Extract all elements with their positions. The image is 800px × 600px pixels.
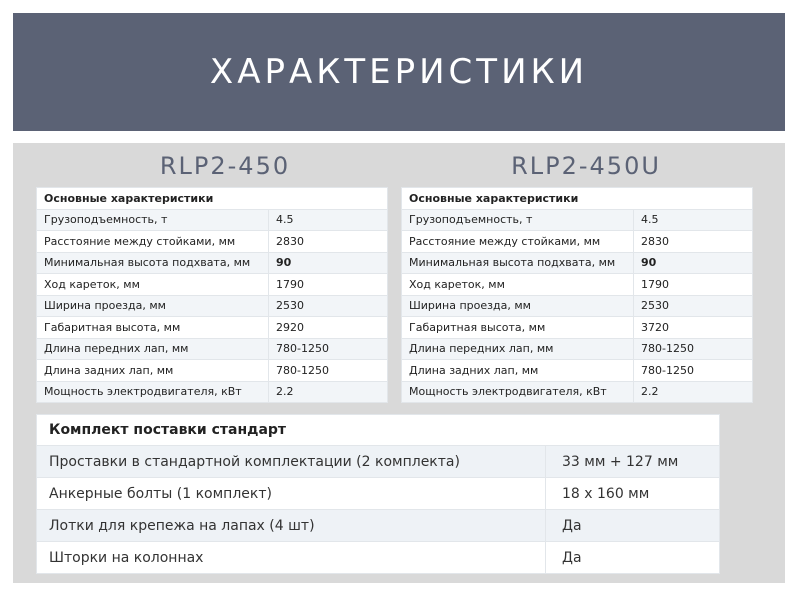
spec-value: 1790	[634, 274, 753, 296]
kit-label: Проставки в стандартной комплектации (2 комплекта)	[37, 446, 546, 478]
kit-value: Да	[546, 510, 720, 542]
spec-label: Ход кареток, мм	[402, 274, 634, 296]
spec-table-header	[37, 188, 388, 210]
spec-label: Мощность электродвигателя, кВт	[37, 381, 269, 403]
table-row	[37, 274, 388, 296]
spec-label: Мощность электродвигателя, кВт	[402, 381, 634, 403]
spec-table-header	[402, 188, 753, 210]
model-title-right: RLP2-450U	[511, 152, 661, 180]
spec-label: Длина задних лап, мм	[402, 360, 634, 382]
spec-value: 780-1250	[634, 360, 753, 382]
table-row	[402, 209, 753, 231]
table-row	[402, 360, 753, 382]
spec-header-cell: Основные характеристики	[402, 188, 753, 210]
kit-table-header	[37, 415, 720, 446]
spec-label: Минимальная высота подхвата, мм	[402, 252, 634, 274]
table-row	[37, 252, 388, 274]
table-row	[37, 295, 388, 317]
spec-value: 4.5	[634, 209, 753, 231]
table-row	[402, 274, 753, 296]
spec-label: Расстояние между стойками, мм	[402, 231, 634, 253]
table-row	[37, 209, 388, 231]
table-row	[37, 542, 720, 574]
kit-header-cell: Комплект поставки стандарт	[37, 415, 720, 446]
spec-table-left	[36, 187, 388, 403]
spec-label: Габаритная высота, мм	[37, 317, 269, 339]
kit-label: Шторки на колоннах	[37, 542, 546, 574]
table-row	[37, 338, 388, 360]
spec-label: Ширина проезда, мм	[37, 295, 269, 317]
spec-value: 2.2	[269, 381, 388, 403]
spec-label: Расстояние между стойками, мм	[37, 231, 269, 253]
spec-label: Грузоподъемность, т	[37, 209, 269, 231]
table-row	[402, 231, 753, 253]
table-row	[37, 510, 720, 542]
spec-label: Ход кареток, мм	[37, 274, 269, 296]
table-row	[402, 381, 753, 403]
spec-value: 780-1250	[634, 338, 753, 360]
spec-value: 780-1250	[269, 360, 388, 382]
kit-value: 18 х 160 мм	[546, 478, 720, 510]
spec-value: 3720	[634, 317, 753, 339]
table-row	[402, 252, 753, 274]
spec-value: 2530	[269, 295, 388, 317]
spec-label: Ширина проезда, мм	[402, 295, 634, 317]
table-row	[37, 478, 720, 510]
spec-value: 2830	[269, 231, 388, 253]
kit-value: Да	[546, 542, 720, 574]
title-banner	[13, 13, 785, 131]
spec-value: 4.5	[269, 209, 388, 231]
kit-label: Лотки для крепежа на лапах (4 шт)	[37, 510, 546, 542]
table-row	[402, 295, 753, 317]
spec-value: 780-1250	[269, 338, 388, 360]
model-title-left: RLP2-450	[159, 152, 291, 180]
spec-table-right	[401, 187, 753, 403]
spec-label: Грузоподъемность, т	[402, 209, 634, 231]
spec-label: Длина передних лап, мм	[402, 338, 634, 360]
spec-header-cell: Основные характеристики	[37, 188, 388, 210]
table-row	[402, 338, 753, 360]
spec-value: 90	[269, 252, 388, 274]
slide-title: ХАРАКТЕРИСТИКИ	[209, 52, 589, 92]
spec-label: Минимальная высота подхвата, мм	[37, 252, 269, 274]
spec-value: 90	[634, 252, 753, 274]
spec-value: 2530	[634, 295, 753, 317]
kit-value: 33 мм + 127 мм	[546, 446, 720, 478]
table-row	[37, 317, 388, 339]
table-row	[402, 317, 753, 339]
kit-label: Анкерные болты (1 комплект)	[37, 478, 546, 510]
table-row	[37, 446, 720, 478]
table-row	[37, 231, 388, 253]
spec-value: 1790	[269, 274, 388, 296]
spec-label: Габаритная высота, мм	[402, 317, 634, 339]
spec-label: Длина передних лап, мм	[37, 338, 269, 360]
spec-value: 2920	[269, 317, 388, 339]
spec-value: 2830	[634, 231, 753, 253]
kit-table	[36, 414, 720, 574]
spec-value: 2.2	[634, 381, 753, 403]
spec-label: Длина задних лап, мм	[37, 360, 269, 382]
table-row	[37, 360, 388, 382]
table-row	[37, 381, 388, 403]
